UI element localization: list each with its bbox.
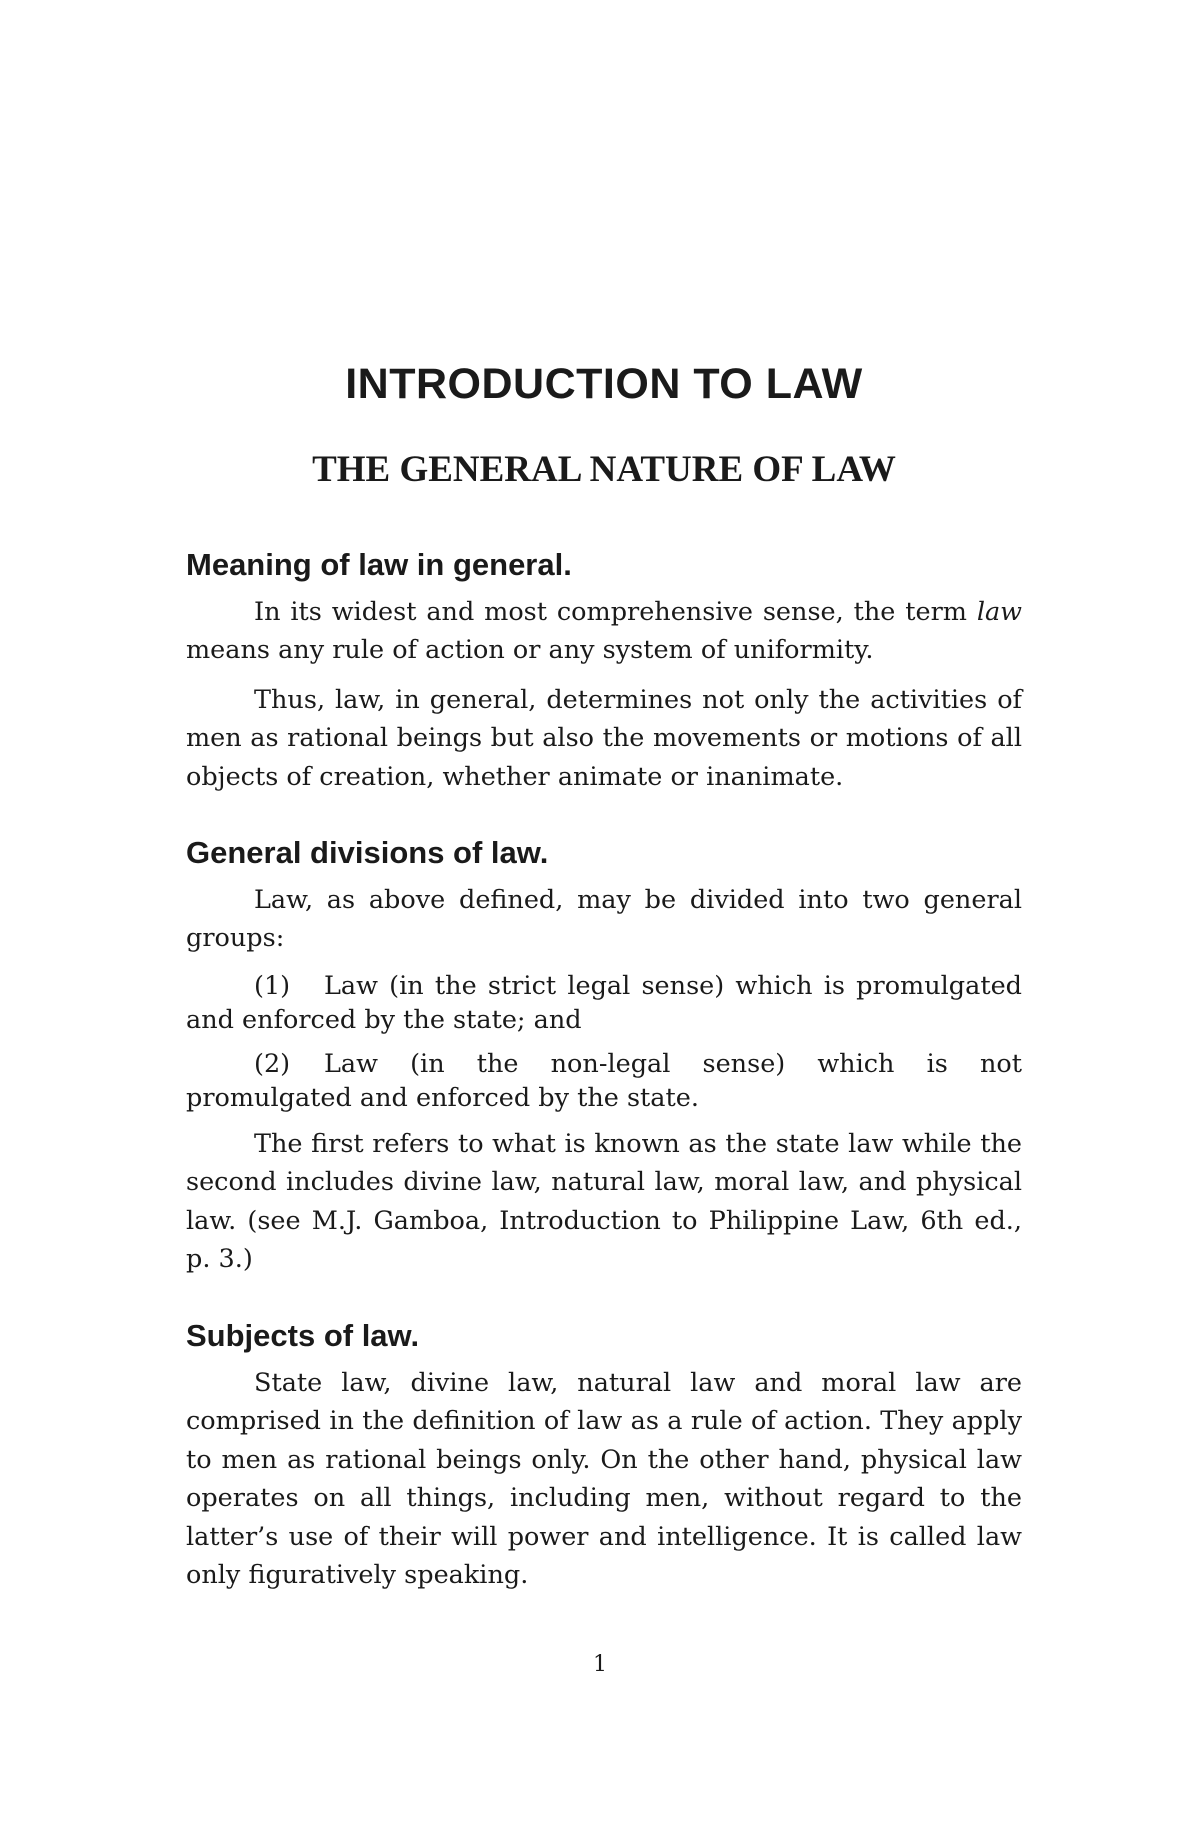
subheading: Meaning of law in general.	[186, 546, 572, 582]
list-text: Law (in the non-legal sense) which is not promulgated and enforced by the state.	[186, 1048, 1022, 1113]
list-item	[186, 969, 1022, 1037]
paragraph: Law, as above defined, may be divided into two general groups:	[186, 884, 1022, 954]
chapter-title: INTRODUCTION TO LAW	[345, 360, 863, 408]
page-content	[186, 360, 1022, 1633]
section-subjects-of-law	[186, 1317, 1022, 1595]
page-number: 1	[593, 1652, 607, 1677]
paragraph: The first refers to what is known as the state law while the second includes divine law, natural law, moral law, and physical law. (see M.J. Gamboa, Introduction to Philippine Law, 6th ed., p. 3.)	[186, 1128, 1022, 1275]
section-general-divisions	[186, 834, 1022, 1279]
section-title: THE GENERAL NATURE OF LAW	[312, 449, 896, 491]
section-meaning-of-law	[186, 546, 1022, 796]
paragraph-text: In its widest and most comprehensive sense, the term	[254, 596, 977, 627]
paragraph: Thus, law, in general, determines not only the activities of men as rational beings but also the movements or motions of all objects of creation, whether animate or inanimate.	[186, 684, 1022, 792]
list-number: (2)	[254, 1048, 291, 1079]
paragraph	[186, 593, 1022, 670]
paragraph-text: means any rule of action or any system of uniformity.	[186, 635, 874, 666]
list-text: Law (in the strict legal sense) which is promulgated and enforced by the state; and	[186, 970, 1022, 1035]
subheading: Subjects of law.	[186, 1317, 420, 1353]
list-item	[186, 1047, 1022, 1115]
paragraph: State law, divine law, natural law and moral law are comprised in the definition of law as a rule of action. They apply to men as rational beings only. On the other hand, physical law operates on all things, including men, without regard to the latter’s use of their will power and intelligence. It is called law only figuratively speaking.	[186, 1367, 1022, 1591]
italic-term: law	[976, 596, 1022, 627]
list-number: (1)	[254, 970, 291, 1001]
subheading: General divisions of law.	[186, 835, 549, 871]
